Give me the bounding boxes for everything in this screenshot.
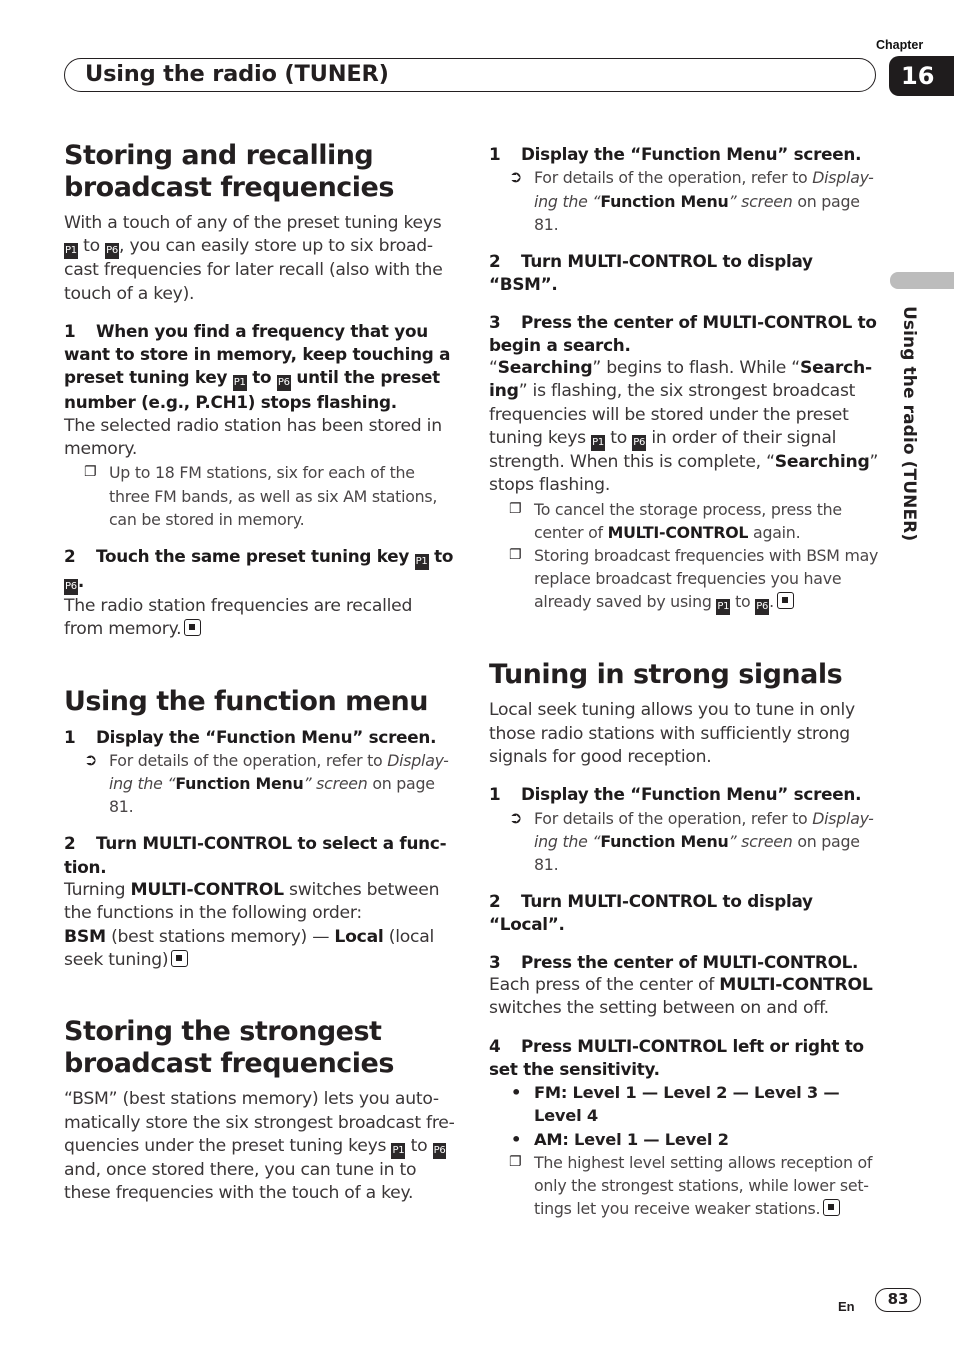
text: Storing broadcast frequencies with BSM may replace broadcast frequencies you have already saved by using xyxy=(534,545,879,612)
p1-key-icon: P1 xyxy=(233,375,247,391)
text: Function Menu xyxy=(175,774,304,794)
checkbox-note-icon: ❐ xyxy=(84,464,97,481)
step-number: 1 xyxy=(64,320,76,341)
text: Display-ing the “ xyxy=(534,808,874,851)
heading-function-menu: Using the function menu xyxy=(64,685,428,717)
text: ” screen xyxy=(728,191,793,211)
text: Turn MULTI-CONTROL to display “BSM”. xyxy=(489,250,813,295)
text: on page 81. xyxy=(109,774,435,817)
p6-key-icon: P6 xyxy=(632,435,646,451)
local-step-1 xyxy=(489,783,881,806)
section-title-text: Using the radio ( xyxy=(85,61,295,87)
p6-key-icon: P6 xyxy=(755,599,769,615)
end-mark-icon xyxy=(823,1199,840,1216)
tuning-intro: Local seek tuning allows you to tune in only those radio stations with sufficiently strong signals for good reception. xyxy=(489,700,855,767)
text: MULTI-CONTROL xyxy=(719,975,873,996)
p6-key-icon: P6 xyxy=(64,579,78,595)
text: When you find a frequency that you want to store in memory, keep touching a preset tuning key xyxy=(64,320,451,388)
text: FM xyxy=(534,1083,561,1103)
text: Search-ing xyxy=(489,358,872,402)
text: For details of the operation, refer to xyxy=(534,168,808,188)
text: until the preset number (e.g., P.CH1) stops flashing. xyxy=(64,367,440,413)
text: to xyxy=(252,367,272,388)
text: Press the center of MULTI-CONTROL. xyxy=(521,951,859,972)
side-section-label: Using the radio (TUNER) xyxy=(899,306,919,542)
text: ” screen xyxy=(303,774,368,794)
text: Press the center of MULTI-CONTROL to begin a search. xyxy=(489,311,877,355)
step-number: 4 xyxy=(489,1035,501,1056)
checkbox-note-icon: ❐ xyxy=(509,546,522,563)
text: “ xyxy=(489,358,498,379)
text: : Level 1 — Level 2 xyxy=(562,1129,729,1149)
text: : Level 1 — Level 2 — Level 3 — Level 4 xyxy=(534,1083,840,1126)
text: . xyxy=(77,570,85,591)
p1-key-icon: P1 xyxy=(716,599,730,615)
text: Searching xyxy=(774,451,870,472)
text: (best stations memory) — xyxy=(111,926,330,947)
storing-step-2-body xyxy=(64,595,456,642)
storing-note xyxy=(64,461,456,531)
left-column xyxy=(64,140,456,1205)
bsm-step-3-body xyxy=(489,357,881,497)
text: Display the “Function Menu” screen. xyxy=(521,784,862,805)
text: Each press of the center of xyxy=(489,975,715,996)
step-number: 2 xyxy=(489,250,501,271)
bsm-step-3 xyxy=(489,311,881,358)
bullet-icon: • xyxy=(511,1129,522,1149)
text: For details of the operation, refer to xyxy=(534,808,808,828)
text: Display the “Function Menu” screen. xyxy=(96,726,437,747)
text: Turning xyxy=(64,880,126,901)
p6-key-icon: P6 xyxy=(105,243,119,259)
text: on page 81. xyxy=(534,831,860,874)
level-note xyxy=(489,1151,881,1221)
text: Touch the same preset tuning key xyxy=(96,545,410,566)
text: in order of their signal strength. When this is complete, “ xyxy=(489,427,837,472)
checkbox-note-icon: ❐ xyxy=(509,1153,522,1170)
bsm-step-1 xyxy=(489,143,881,166)
function-ref-note xyxy=(64,749,456,819)
page-number: 83 xyxy=(875,1288,921,1312)
storing-step-1 xyxy=(64,320,456,415)
storing-step-1-body: The selected radio station has been stored in memory. xyxy=(64,415,442,460)
step-number: 3 xyxy=(489,311,501,332)
function-step-1 xyxy=(64,726,456,749)
local-step-3-body xyxy=(489,974,881,1021)
heading-storing-recalling: Storing and recalling broadcast frequencies xyxy=(64,140,394,203)
step-number: 2 xyxy=(489,891,501,912)
am-levels-item xyxy=(489,1128,881,1151)
local-step-4 xyxy=(489,1035,881,1082)
footer-language: En xyxy=(838,1299,855,1314)
section-header-bar xyxy=(64,58,876,92)
text: switches between the functions in the following order: xyxy=(64,880,440,924)
p6-key-icon: P6 xyxy=(277,375,291,391)
end-mark-icon xyxy=(184,619,201,636)
text: Display-ing the “ xyxy=(534,168,874,211)
p1-key-icon: P1 xyxy=(415,554,429,570)
chapter-label: Chapter xyxy=(876,38,924,52)
storing-step-2 xyxy=(64,545,456,595)
end-mark-icon xyxy=(777,592,794,609)
local-step-3 xyxy=(489,951,881,974)
text: to xyxy=(735,592,751,612)
section-title-tuner: TUNER xyxy=(294,61,379,87)
checkbox-note-icon: ❐ xyxy=(509,500,522,517)
fm-levels-item xyxy=(489,1081,881,1127)
text: Searching xyxy=(497,358,593,379)
bsm-note-cancel xyxy=(489,498,881,544)
text: MULTI-CONTROL xyxy=(607,522,749,542)
side-thumb-tab xyxy=(890,272,954,289)
text: ” screen xyxy=(728,831,793,851)
chapter-number-badge: 16 xyxy=(889,56,954,96)
function-step-2-body xyxy=(64,879,456,972)
text: ” stops flashing. xyxy=(489,451,879,496)
text: to xyxy=(434,545,454,566)
step-number: 1 xyxy=(64,726,76,747)
text: The radio station frequencies are recalled from memory. xyxy=(64,595,413,640)
text: to xyxy=(610,427,627,448)
local-ref-note xyxy=(489,807,881,877)
heading-storing-strongest: Storing the strongest broadcast frequencies xyxy=(64,1016,394,1080)
text: again. xyxy=(753,522,801,542)
text: MULTI-CONTROL xyxy=(130,880,284,901)
end-mark-icon xyxy=(171,950,188,967)
strongest-intro xyxy=(64,1088,456,1205)
text: To cancel the storage process, press the center of xyxy=(534,499,842,542)
arrow-ref-icon: ➲ xyxy=(509,167,523,187)
step-number: 2 xyxy=(64,545,76,566)
text: AM xyxy=(534,1129,563,1149)
text: Function Menu xyxy=(600,831,729,851)
text: to xyxy=(83,236,100,257)
text: switches the setting between on and off. xyxy=(489,998,829,1019)
text: BSM xyxy=(64,926,106,947)
section-title-close: ) xyxy=(378,61,389,87)
p1-key-icon: P1 xyxy=(64,243,78,259)
text: Press MULTI-CONTROL left or right to set the sensitivity. xyxy=(489,1035,864,1079)
text: and, once stored there, you can tune in to these frequencies with the touch of a key. xyxy=(64,1159,417,1204)
function-step-2 xyxy=(64,832,456,879)
bullet-icon: • xyxy=(511,1083,522,1103)
p1-key-icon: P1 xyxy=(591,435,605,451)
text: to xyxy=(410,1135,428,1156)
step-number: 3 xyxy=(489,951,501,972)
text: Local xyxy=(334,926,384,947)
bsm-step-2 xyxy=(489,250,881,297)
text: . xyxy=(769,592,774,612)
text: With a touch of any of the preset tuning keys xyxy=(64,213,442,233)
text: ” begins to flash. While “ xyxy=(592,358,800,379)
step-number: 1 xyxy=(489,784,501,805)
text: For details of the operation, refer to xyxy=(109,750,383,770)
local-step-2 xyxy=(489,890,881,937)
text: on page 81. xyxy=(534,191,860,234)
step-number: 2 xyxy=(64,833,76,854)
text: Display the “Function Menu” screen. xyxy=(521,144,862,164)
arrow-ref-icon: ➲ xyxy=(509,807,523,827)
p1-key-icon: P1 xyxy=(391,1143,405,1159)
text: Turn MULTI-CONTROL to display “Local”. xyxy=(489,891,813,935)
step-number: 1 xyxy=(489,144,501,164)
text: , you can easily store up to six broad-cast frequencies for later recall (also with the touch of a key). xyxy=(64,236,443,304)
bsm-ref-note xyxy=(489,166,881,236)
bsm-note-replace xyxy=(489,544,881,615)
section-title xyxy=(85,61,389,87)
text: Display-ing the “ xyxy=(109,750,449,794)
storing-intro xyxy=(64,212,456,306)
right-column xyxy=(489,143,881,1220)
text: Function Menu xyxy=(600,191,729,211)
text: The highest level setting allows reception of only the strongest stations, while lower set-tings let you receive weaker stations. xyxy=(534,1152,873,1219)
text: Turn MULTI-CONTROL to select a func-tion. xyxy=(64,833,447,877)
text: “BSM” (best stations memory) lets you auto-matically store the six strongest broadcast fre-quencies under the preset tuning keys xyxy=(64,1089,455,1156)
text: Up to 18 FM stations, six for each of the three FM bands, as well as six AM stations, can be stored in memory. xyxy=(109,463,438,529)
heading-tuning-strong: Tuning in strong signals xyxy=(489,659,843,691)
arrow-ref-icon: ➲ xyxy=(84,749,98,769)
text: ” is flashing, the six strongest broadcast frequencies will be stored under the preset tuning keys xyxy=(489,381,856,448)
p6-key-icon: P6 xyxy=(433,1143,447,1159)
text: (local seek tuning) xyxy=(64,926,435,970)
